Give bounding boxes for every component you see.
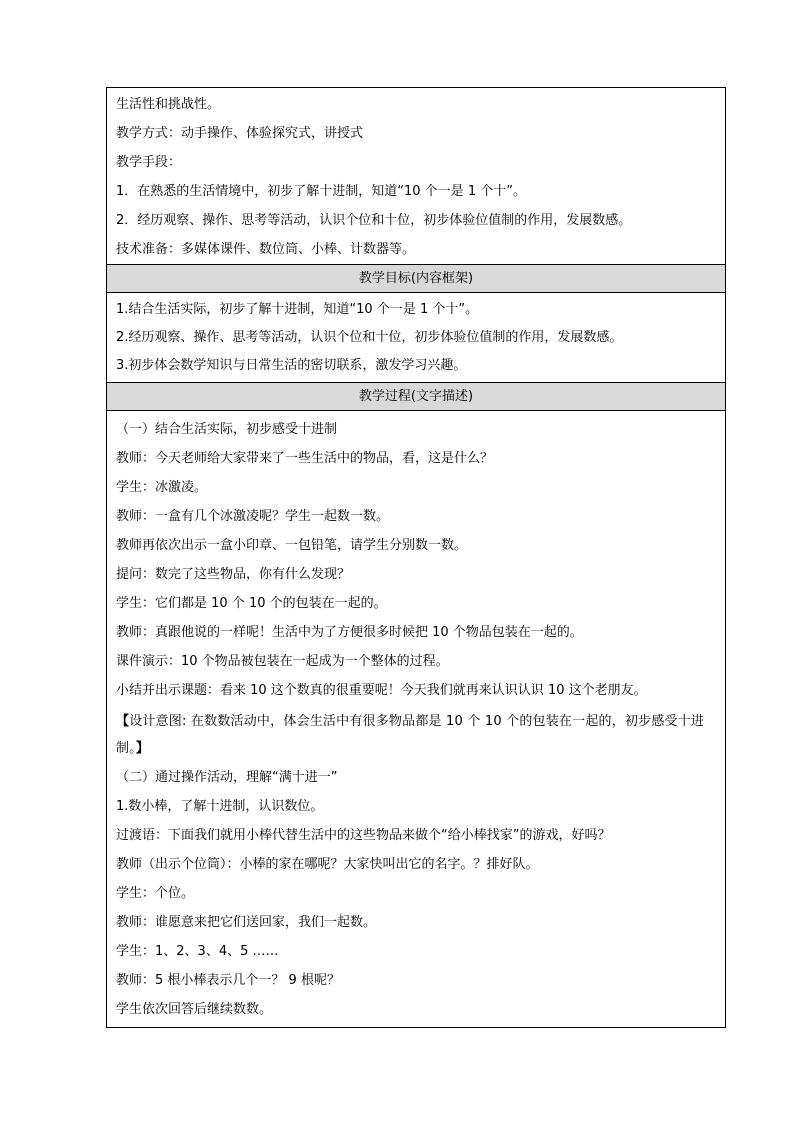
lesson-plan-table bbox=[106, 87, 726, 1028]
dialogue-line: 过渡语：下面我们就用小棒代替生活中的这些物品来做个“给小棒找家”的游戏，好吗？ bbox=[116, 828, 611, 843]
teaching-means-line: 教学手段： bbox=[116, 155, 182, 170]
goal-item-1: 1.结合生活实际，初步了解十进制，知道“10 个一是 1 个十”。 bbox=[116, 302, 479, 317]
dialogue-line: 学生依次回答后继续数数。 bbox=[116, 1002, 273, 1017]
dialogue-line: 小结并出示课题：看来 10 这个数真的很重要呢！今天我们就再来认识认识 10 这个老朋友。 bbox=[116, 683, 647, 698]
dialogue-line: 学生：个位。 bbox=[116, 886, 195, 901]
design-intent-note bbox=[116, 707, 717, 765]
bracket-close: 】 bbox=[135, 741, 150, 756]
process-cell bbox=[107, 410, 725, 1027]
process-header: 教学过程(文字描述) bbox=[107, 382, 725, 410]
dialogue-line: 课件演示：10 个物品被包装在一起成为一个整体的过程。 bbox=[116, 654, 449, 669]
teaching-style-line: 教学方式：动手操作、体验探究式，讲授式 bbox=[116, 126, 364, 141]
dialogue-line: 教师：5 根小棒表示几个一？ 9 根呢？ bbox=[116, 973, 340, 988]
goal-item-3: 3.初步体会数学知识与日常生活的密切联系，激发学习兴趣。 bbox=[116, 358, 467, 373]
dialogue-line: 学生：冰激凌。 bbox=[116, 480, 208, 495]
goals-cell bbox=[107, 292, 725, 382]
dialogue-line: 教师：谁愿意来把它们送回家，我们一起数。 bbox=[116, 915, 377, 930]
means-item-1: 1．在熟悉的生活情境中，初步了解十进制，知道“10 个一是 1 个十”。 bbox=[116, 184, 526, 199]
dialogue-line: 教师：今天老师给大家带来了一些生活中的物品，看，这是什么？ bbox=[116, 451, 494, 466]
dialogue-line: 教师（出示个位筒）：小棒的家在哪呢？大家快叫出它的名字。？排好队。 bbox=[116, 857, 539, 872]
tech-prep-line: 技术准备：多媒体课件、数位筒、小棒、计数器等。 bbox=[116, 242, 416, 257]
goals-header: 教学目标(内容框架) bbox=[107, 264, 725, 292]
part1-title: （一）结合生活实际，初步感受十进制 bbox=[116, 422, 338, 437]
part2-title: （二）通过操作活动，理解“满十进一” bbox=[116, 770, 338, 785]
dialogue-line: 教师：真跟他说的一样呢！生活中为了方便很多时候把 10 个物品包装在一起的。 bbox=[116, 625, 583, 640]
text-line: 生活性和挑战性。 bbox=[116, 97, 221, 112]
bracket-open: 【 bbox=[116, 714, 130, 729]
goal-item-2: 2.经历观察、操作、思考等活动，认识个位和十位，初步体验位值制的作用，发展数感。 bbox=[116, 330, 623, 345]
dialogue-line: 1.数小棒，了解十进制，认识数位。 bbox=[116, 799, 324, 814]
design-intent-text: 设计意图: 在数数活动中，体会生活中有很多物品都是 10 个 10 个的包装在一起的，初步感受十进制。 bbox=[116, 714, 705, 756]
dialogue-line: 提问：数完了这些物品，你有什么发现？ bbox=[116, 567, 351, 582]
means-item-2: 2．经历观察、操作、思考等活动，认识个位和十位，初步体验位值制的作用，发展数感。 bbox=[116, 213, 632, 228]
dialogue-line: 学生：它们都是 10 个 10 个的包装在一起的。 bbox=[116, 596, 387, 611]
dialogue-line: 教师再依次出示一盒小印章、一包铅笔，请学生分别数一数。 bbox=[116, 538, 468, 553]
dialogue-line: 学生：1、2、3、4、5 …… bbox=[116, 944, 279, 959]
teaching-methods-cell bbox=[107, 88, 725, 264]
dialogue-line: 教师：一盒有几个冰激凌呢？学生一起数一数。 bbox=[116, 509, 390, 524]
